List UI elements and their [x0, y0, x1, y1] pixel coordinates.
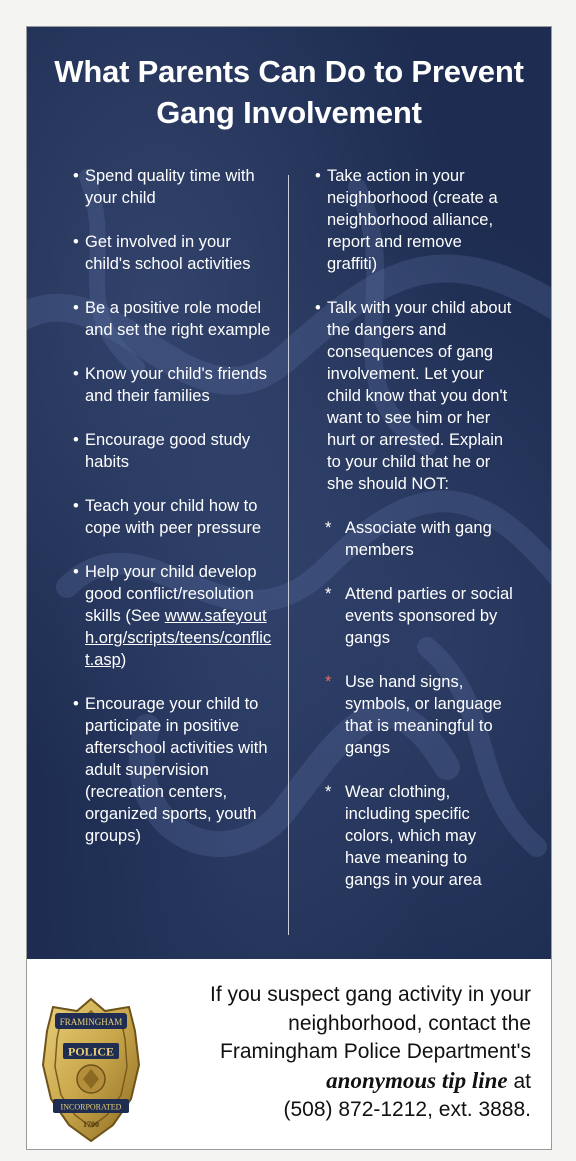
info-panel	[27, 27, 551, 959]
list-item-text: Teach your child how to cope with peer pressure	[85, 497, 262, 537]
title-line-2: Gang Involvement	[156, 95, 422, 130]
sub-list-item-text: Associate with gang members	[345, 519, 492, 559]
list-item	[73, 495, 278, 539]
brochure-card	[26, 26, 552, 1150]
tip-line-text-3: Framingham Police Department's	[220, 1040, 531, 1063]
list-item	[73, 561, 278, 671]
safeyouth-link[interactable]: www.safeyouth.org/scripts/teens/conflict.asp	[85, 607, 272, 669]
sub-list-item	[315, 517, 515, 561]
list-item-text: Help your child develop good conflict/resolution skills (See	[85, 563, 257, 625]
tip-line-text-2: neighborhood, contact the	[288, 1011, 531, 1035]
list-item-text: Know your child's friends and their families	[85, 365, 267, 405]
list-item	[315, 165, 515, 275]
police-badge-icon	[39, 995, 143, 1145]
list-item	[315, 297, 515, 495]
list-item-text: Get involved in your child's school activities	[85, 233, 251, 273]
list-item-text-end: )	[120, 651, 127, 669]
bullet-icon: •	[73, 563, 79, 581]
bullet-icon: •	[73, 497, 79, 515]
page-title	[27, 51, 551, 133]
column-divider	[288, 175, 289, 935]
badge-center-text: POLICE	[67, 1044, 115, 1059]
anonymous-tip-line-emphasis: anonymous tip line	[326, 1067, 508, 1093]
asterisk-icon: *	[325, 585, 332, 603]
sub-list-item	[315, 781, 515, 891]
list-item	[73, 363, 278, 407]
bullet-icon: •	[73, 431, 79, 449]
list-item-text: Encourage your child to participate in positive afterschool activities with adult supervision (recreation centers, organized sports, youth groups)	[85, 695, 268, 845]
list-item-text: Be a positive role model and set the right example	[85, 299, 271, 339]
bullet-icon: •	[73, 299, 79, 317]
bullet-icon: •	[73, 365, 79, 383]
bullet-icon: •	[315, 299, 321, 317]
list-item	[73, 693, 278, 847]
list-item	[73, 429, 278, 473]
list-item-text: Spend quality time with your child	[85, 167, 255, 207]
sub-list-item-text: Use hand signs, symbols, or language that is meaningful to gangs	[345, 673, 502, 757]
list-item	[73, 231, 278, 275]
badge-year-text: 1700	[83, 1120, 99, 1129]
list-item	[73, 165, 278, 209]
title-line-1: What Parents Can Do to Prevent	[54, 54, 524, 89]
tip-line-text-4-end: at	[507, 1069, 531, 1093]
sub-list-item	[315, 583, 515, 649]
asterisk-icon: *	[325, 519, 332, 537]
left-column	[73, 165, 278, 869]
bullet-icon: •	[73, 167, 79, 185]
sub-list-item	[315, 671, 515, 759]
tip-line-footer	[27, 959, 551, 1149]
tip-line-text-1: If you suspect gang activity in your	[210, 983, 531, 1006]
badge-bottom-text: INCORPORATED	[60, 1102, 122, 1112]
list-item-text: Encourage good study habits	[85, 431, 251, 471]
sub-list-item-text: Attend parties or social events sponsored by gangs	[345, 585, 513, 647]
bullet-icon: •	[73, 233, 79, 251]
list-item	[73, 297, 278, 341]
right-column	[315, 165, 515, 913]
asterisk-icon: *	[325, 783, 332, 801]
tip-line-text-4	[131, 1067, 531, 1097]
list-item-text: Take action in your neighborhood (create a neighborhood alliance, report and remove graffiti)	[327, 167, 498, 273]
badge-top-text: FRAMINGHAM	[59, 1017, 123, 1027]
tip-line-phone: (508) 872-1212, ext. 3888.	[283, 1098, 531, 1121]
tip-line-message	[131, 981, 531, 1125]
sub-list-item-text: Wear clothing, including specific colors, which may have meaning to gangs in your area	[345, 783, 482, 889]
list-item-text: Talk with your child about the dangers and consequences of gang involvement. Let your child know that you don't want to see him or her hurt or arrested. Explain to your child that he or she should NOT:	[327, 299, 512, 493]
bullet-icon: •	[73, 695, 79, 713]
bullet-icon: •	[315, 167, 321, 185]
asterisk-icon: *	[325, 673, 332, 691]
